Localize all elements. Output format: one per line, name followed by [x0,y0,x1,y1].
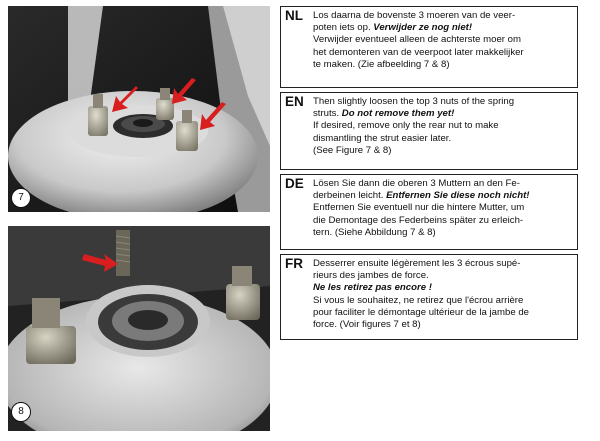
language-code: FR [285,256,303,271]
instruction-block-de [280,174,578,250]
instruction-block-fr [280,254,578,340]
figure-8-photo [8,226,270,431]
instruction-text: Desserrer ensuite légèrement les 3 écrous supé- rieurs des jambes de force. Ne les retirez pas encore ! Si vous le souhaitez, ne retirez que l'écrou arrière pour faciliter le démontage ultérieur de la jambe de force. (Voir figures 7 et 8) [313,258,573,331]
figure-number-badge: 8 [11,402,31,422]
instruction-text: Then slightly loosen the top 3 nuts of the spring struts. Do not remove them yet! If desired, remove only the rear nut to make dismantling the strut easier later. (See Figure 7 & 8) [313,96,515,156]
warning-text: Ne les retirez pas encore ! [313,282,432,294]
language-code: DE [285,176,304,191]
language-code: NL [285,8,303,23]
warning-text: Entfernen Sie diese noch nicht! [386,190,530,202]
instruction-text: Los daarna de bovenste 3 moeren van de veer- poten iets op. Verwijder ze nog niet! Verwijder eventueel alleen de achterste moer om het demonteren van de veerpoot later makkelijker te maken. (Zie afbeelding 7 & 8) [313,10,524,70]
instruction-block-en [280,92,578,170]
warning-text: Verwijder ze nog niet! [373,22,473,34]
language-code: EN [285,94,304,109]
instruction-block-nl [280,6,578,88]
figure-number-badge: 7 [11,188,31,208]
instruction-text: Lösen Sie dann die oberen 3 Muttern an den Fe- derbeinen leicht. Entfernen Sie diese noch nicht! Entfernen Sie eventuell nur die hintere Mutter, um die Demontage des Federbeins später zu erleich- tern. (Siehe Abbildung 7 & 8) [313,178,530,238]
figure-7-photo [8,6,270,212]
warning-text: Do not remove them yet! [341,108,455,120]
